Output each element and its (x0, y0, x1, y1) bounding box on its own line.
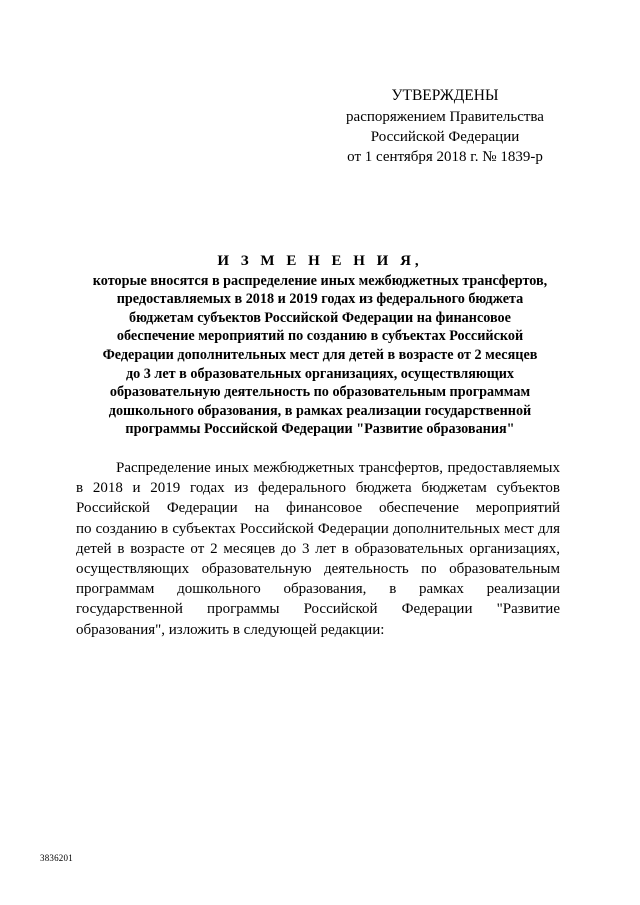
approval-heading: УТВЕРЖДЕНЫ (391, 87, 499, 104)
title-line: бюджетам субъектов Российской Федерации на финансовое (129, 309, 511, 326)
paragraph-line: в 2018 и 2019 годах из федерального бюджета бюджетам субъектов (76, 480, 560, 497)
title-line: программы Российской Федерации "Развитие образования" (125, 421, 515, 438)
approval-line: от 1 сентября 2018 г. № 1839-р (347, 149, 543, 165)
title-heading: И З М Е Н Е Н И Я, (217, 253, 423, 269)
paragraph-line: осуществляющих образовательную деятельность по образовательным (76, 560, 560, 577)
title-line: образовательную деятельность по образовательным программам (109, 384, 531, 401)
paragraph-line: Российской Федерации на финансовое обеспечение мероприятий (76, 500, 560, 517)
approval-block (330, 86, 560, 167)
paragraph-line: Распределение иных межбюджетных трансфертов, предоставляемых (116, 460, 560, 476)
approval-line: Российской Федерации (370, 129, 520, 145)
paragraph-line: по созданию в субъектах Российской Федерации дополнительных мест для (76, 520, 560, 537)
title-line: до 3 лет в образовательных организациях, осуществляющих (125, 365, 515, 382)
title-line: которые вносятся в распределение иных межбюджетных трансфертов, (92, 272, 548, 289)
title-line: обеспечение мероприятий по созданию в субъектах Российской (116, 328, 524, 345)
paragraph-line: образования", изложить в следующей редакции: (76, 621, 385, 638)
approval-line: распоряжением Правительства (346, 109, 544, 125)
title-line: дошкольного образования, в рамках реализации государственной (108, 402, 532, 419)
paragraph-line: программам дошкольного образования, в рамках реализации (76, 581, 560, 598)
paragraph-line: государственной программы Российской Федерации "Развитие (76, 601, 560, 618)
document-title (70, 252, 570, 439)
paragraph-line: детей в возрасте от 2 месяцев до 3 лет в образовательных организациях, (76, 540, 560, 557)
title-line: предоставляемых в 2018 и 2019 годах из федерального бюджета (116, 291, 524, 308)
document-number: 3836201 (40, 853, 73, 863)
body-paragraph (76, 458, 560, 640)
title-line: Федерации дополнительных мест для детей в возрасте от 2 месяцев (102, 346, 538, 363)
